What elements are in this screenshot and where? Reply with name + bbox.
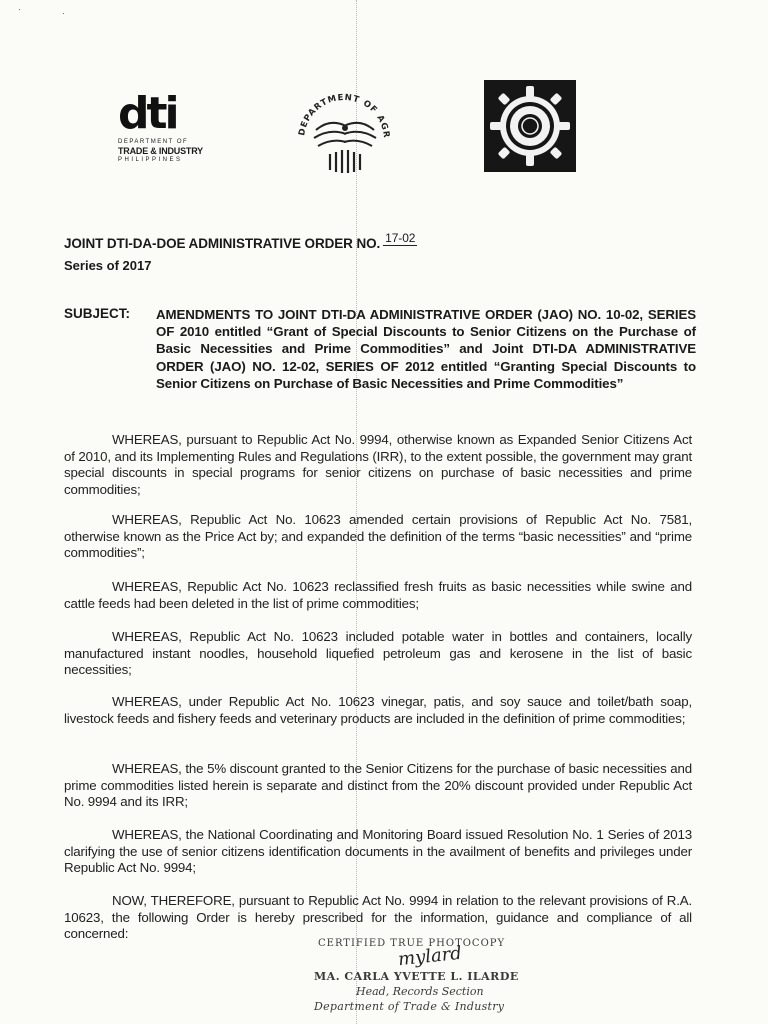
whereas-paragraph-7: WHEREAS, the National Coordinating and Monitoring Board issued Resolution No. 1 Series of 2013 clarifying the use of senior citizens identification documents in the availment of benefits and privileges under Republic Act No. 9994;: [64, 827, 692, 876]
order-number: 17-02: [385, 231, 416, 245]
whereas-paragraph-5: WHEREAS, under Republic Act No. 10623 vinegar, patis, and soy sauce and toilet/bath soap, livestock feeds and fishery feeds and veterinary products are included in the definition of prime commodities;: [64, 694, 692, 726]
stamp-title: CERTIFIED TRUE PHOTOCOPY: [318, 938, 506, 949]
dti-logo-line3: PHILIPPINES: [118, 157, 183, 163]
energy-seal-icon: [484, 80, 576, 172]
stamp-department: Department of Trade & Industry: [314, 1000, 505, 1013]
whereas-paragraph-2: WHEREAS, Republic Act No. 10623 amended certain provisions of Republic Act No. 7581, otherwise known as the Price Act by; and expanded the definition of the terms “basic necessities” and “prime commodities”;: [64, 512, 692, 561]
scan-speck: ·: [18, 4, 21, 14]
dti-logo-mark: dti: [118, 88, 177, 139]
stamp-signature: mylard: [397, 942, 463, 971]
stamp-name: MA. CARLA YVETTE L. ILARDE: [314, 970, 519, 983]
scan-speck: ·: [62, 8, 65, 18]
dti-logo-line2: TRADE & INDUSTRY: [118, 146, 203, 156]
dti-logo: [118, 88, 208, 182]
whereas-paragraph-4: WHEREAS, Republic Act No. 10623 included potable water in bottles and containers, locally manufactured instant noodles, household liquefied petroleum gas and kerosene in the list of basic necessities;: [64, 629, 692, 678]
subject-text: AMENDMENTS TO JOINT DTI-DA ADMINISTRATIVE ORDER (JAO) NO. 10-02, SERIES OF 2010 entitled “Grant of Special Discounts to Senior Citizens on the Purchase of Basic Necessities and Prime Commodities” and Joint DTI-DA ADMINISTRATIVE ORDER (JAO) NO. 12-02, SERIES OF 2012 entitled “Granting Special Discounts to Senior Citizens on Purchase of Basic Necessities and Prime Commodities”: [156, 307, 696, 391]
agriculture-seal-icon: [290, 78, 398, 186]
svg-text:DEPARTMENT OF AGRICULTURE: [290, 78, 391, 139]
dti-logo-line1: DEPARTMENT OF: [118, 139, 189, 145]
whereas-paragraph-1: WHEREAS, pursuant to Republic Act No. 9994, otherwise known as Expanded Senior Citizens Act of 2010, and its Implementing Rules and Regulations (IRR), to the extent possible, the government may grant special discounts in special programs for senior citizens on purchase of basic necessities and prime commodities;: [64, 432, 692, 497]
whereas-paragraph-3: WHEREAS, Republic Act No. 10623 reclassified fresh fruits as basic necessities while swine and cattle feeds had been deleted in the list of prime commodities;: [64, 579, 692, 611]
order-series: Series of 2017: [64, 258, 152, 273]
stamp-position: Head, Records Section: [356, 985, 484, 998]
order-title-text: JOINT DTI-DA-DOE ADMINISTRATIVE ORDER NO.: [64, 236, 381, 251]
certified-true-copy-stamp: [312, 938, 572, 1024]
now-therefore-paragraph: NOW, THEREFORE, pursuant to Republic Act No. 9994 in relation to the relevant provisions of R.A. 10623, the following Order is hereby prescribed for the information, guidance and compliance of all concerned:: [64, 893, 692, 942]
whereas-paragraph-6: WHEREAS, the 5% discount granted to the Senior Citizens for the purchase of basic necessities and prime commodities listed herein is separate and distinct from the 20% discount provided under Republic Act No. 9994 and its IRR;: [64, 761, 692, 810]
agriculture-seal-ring-text: DEPARTMENT OF AGR: [297, 92, 392, 140]
order-title: [64, 231, 417, 252]
subject-label: SUBJECT:: [64, 306, 131, 321]
